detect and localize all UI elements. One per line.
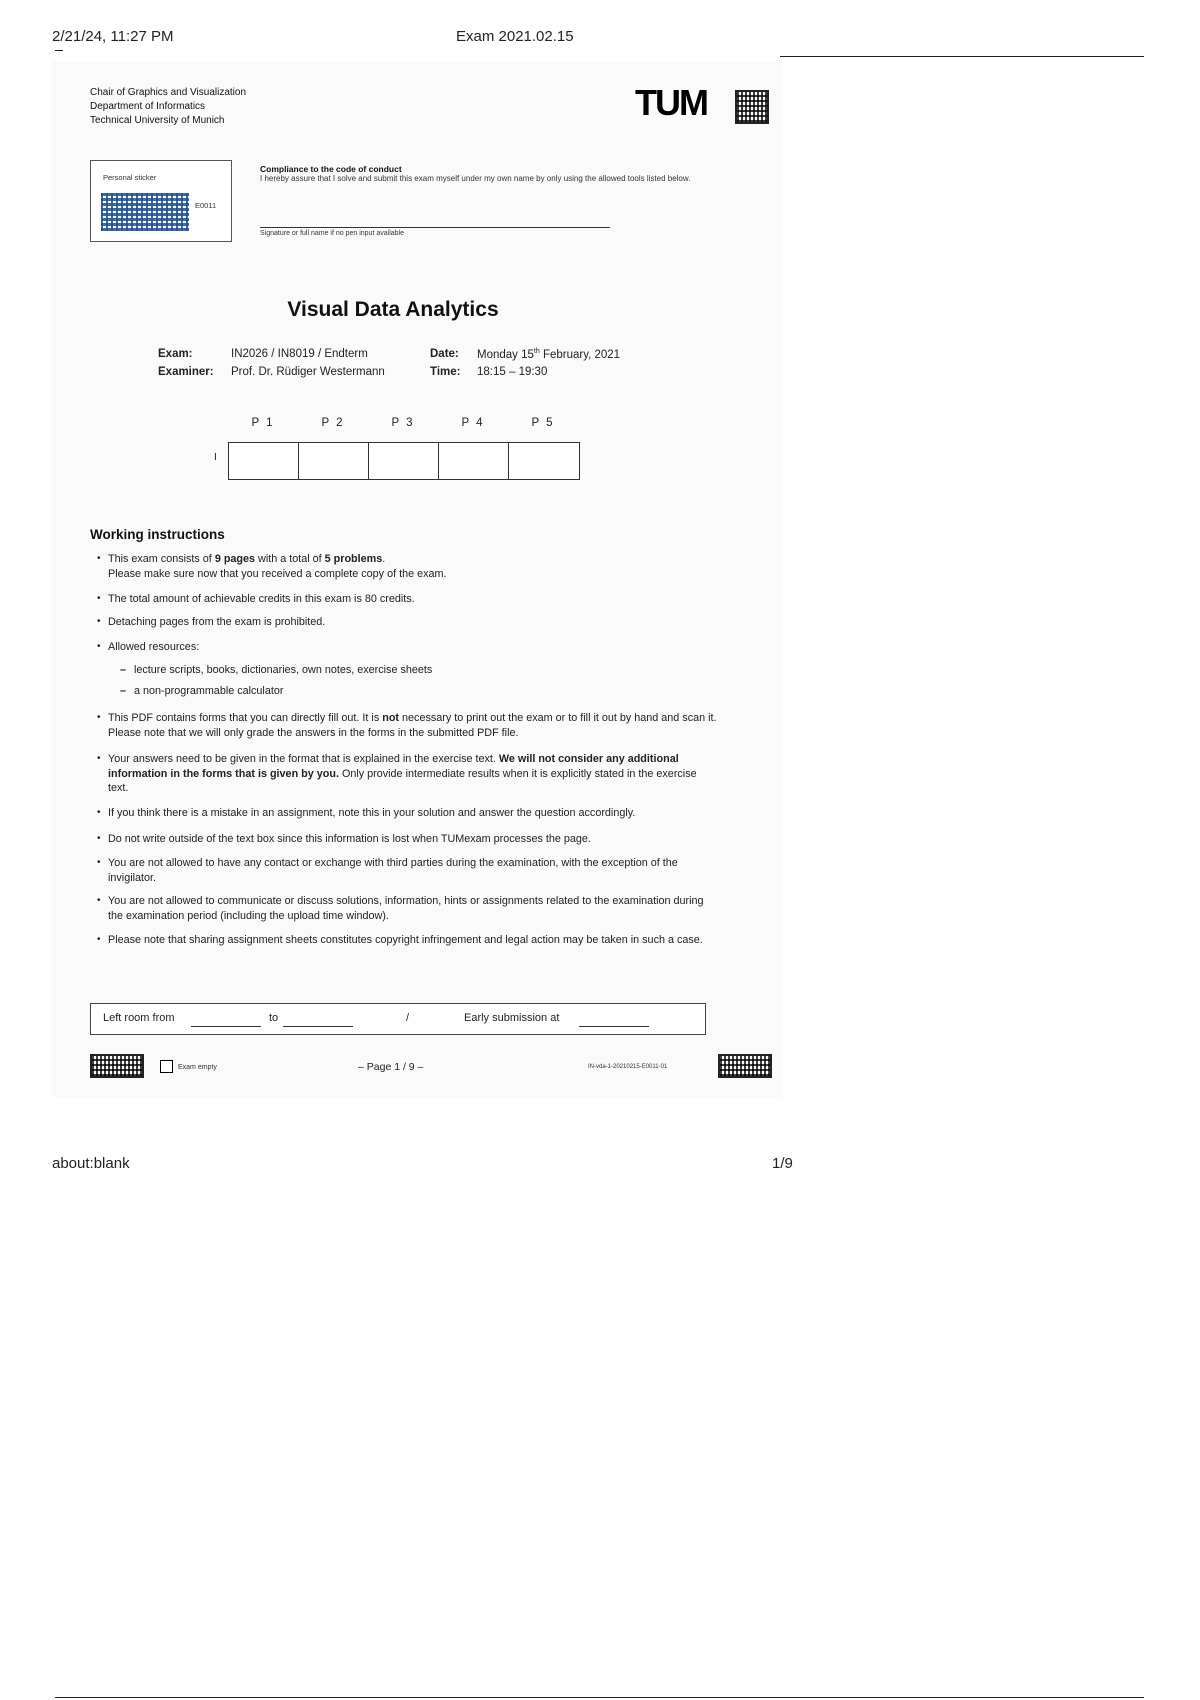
problem-label: P 3 [391,417,415,429]
instruction-item: • The total amount of achievable credits in this exam is 80 credits. [108,592,718,607]
separator-slash: / [406,1012,410,1024]
instruction-item: • Allowed resources: [108,640,718,655]
exam-page [52,62,782,1097]
score-cell-p3[interactable] [368,442,440,480]
resource-item: – a non-programmable calculator [134,685,283,697]
department-block [90,86,246,128]
print-doc-title: Exam 2021.02.15 [456,28,574,45]
score-cell-p5[interactable] [508,442,580,480]
early-submission-label: Early submission at [464,1012,560,1024]
signature-line[interactable] [260,227,610,228]
barcode-icon [101,193,189,231]
problem-label: P 2 [321,417,345,429]
time-label: Time: [430,366,461,378]
left-room-from-field[interactable] [191,1026,261,1027]
bottom-rule [55,1697,1144,1698]
score-cell-p2[interactable] [298,442,370,480]
examiner-label: Examiner: [158,366,214,378]
print-page-counter: 1/9 [772,1155,793,1172]
exam-empty-checkbox[interactable] [160,1060,173,1073]
instruction-item: • This exam consists of 9 pages with a total of 5 problems. Please make sure now that you received a complete copy of the exam. [108,552,718,581]
problem-label: P 4 [461,417,485,429]
print-datetime: 2/21/24, 11:27 PM [52,28,174,45]
exam-title: Visual Data Analytics [287,298,499,321]
left-room-to-field[interactable] [283,1026,353,1027]
tum-logo: TUM [635,82,707,123]
compliance-block [260,164,750,184]
instruction-item: • You are not allowed to communicate or discuss solutions, information, hints or assignments related to the examination during the examination period (including the upload time window). [108,894,718,923]
examiner-value: Prof. Dr. Rüdiger Westermann [231,366,385,378]
header-rule [780,56,1144,57]
score-cell-p1[interactable] [228,442,300,480]
date-label: Date: [430,348,459,360]
exam-value: IN2026 / IN8019 / Endterm [231,348,368,360]
instruction-item: • Do not write outside of the text box since this information is lost when TUMexam processes the page. [108,832,718,847]
to-label: to [269,1012,279,1024]
instruction-item: • This PDF contains forms that you can directly fill out. It is not necessary to print out the exam or to fill it out by hand and scan it. Please note that we will only grade the answers in the forms in the submitted PDF file. [108,711,718,740]
compliance-text: I hereby assure that I solve and submit this exam myself under my own name by only using the allowed tools listed below. [260,174,691,183]
page-number: – Page 1 / 9 – [358,1061,424,1073]
department-line: Technical University of Munich [90,115,225,126]
print-url: about:blank [52,1155,130,1172]
instruction-item: • Detaching pages from the exam is prohibited. [108,615,718,630]
exam-label: Exam: [158,348,193,360]
row-marker: I [214,452,217,463]
department-line: Department of Informatics [90,101,206,112]
compliance-title: Compliance to the code of conduct [260,164,402,174]
sticker-label: Personal sticker [103,173,157,182]
department-line: Chair of Graphics and Visualization [90,87,247,98]
date-value: Monday 15th February, 2021 [477,348,621,361]
instructions-title: Working instructions [90,527,225,542]
instruction-item: • Please note that sharing assignment sheets constitutes copyright infringement and legal action may be taken in such a case. [108,933,718,948]
footer-qr-right-icon [718,1054,772,1078]
qr-code-icon [735,90,769,124]
left-room-label: Left room from [103,1012,175,1024]
footer-qr-left-icon [90,1054,144,1078]
problem-label: P 5 [531,417,555,429]
exam-code: IN-vda-1-20210215-E0011-01 [588,1064,668,1070]
instruction-item: • Your answers need to be given in the format that is explained in the exercise text. We will not consider any additional information in the forms that is given by you. Only provide intermediate results when it is explicitly stated in the exercise text. [108,752,718,796]
personal-sticker-box [90,160,232,242]
early-submission-field[interactable] [579,1026,649,1027]
signature-label: Signature or full name if no pen input available [260,230,404,237]
resource-item: – lecture scripts, books, dictionaries, own notes, exercise sheets [134,664,432,676]
sticker-id: E0011 [195,201,217,210]
left-room-box [90,1003,706,1035]
instruction-item: • You are not allowed to have any contact or exchange with third parties during the examination, with the exception of the invigilator. [108,856,718,885]
instruction-item: • If you think there is a mistake in an assignment, note this in your solution and answer the question accordingly. [108,806,718,821]
score-cell-p4[interactable] [438,442,510,480]
time-value: 18:15 – 19:30 [477,366,548,378]
problem-label: P 1 [251,417,275,429]
exam-empty-label: Exam empty [178,1064,217,1071]
header-tick [55,50,63,51]
